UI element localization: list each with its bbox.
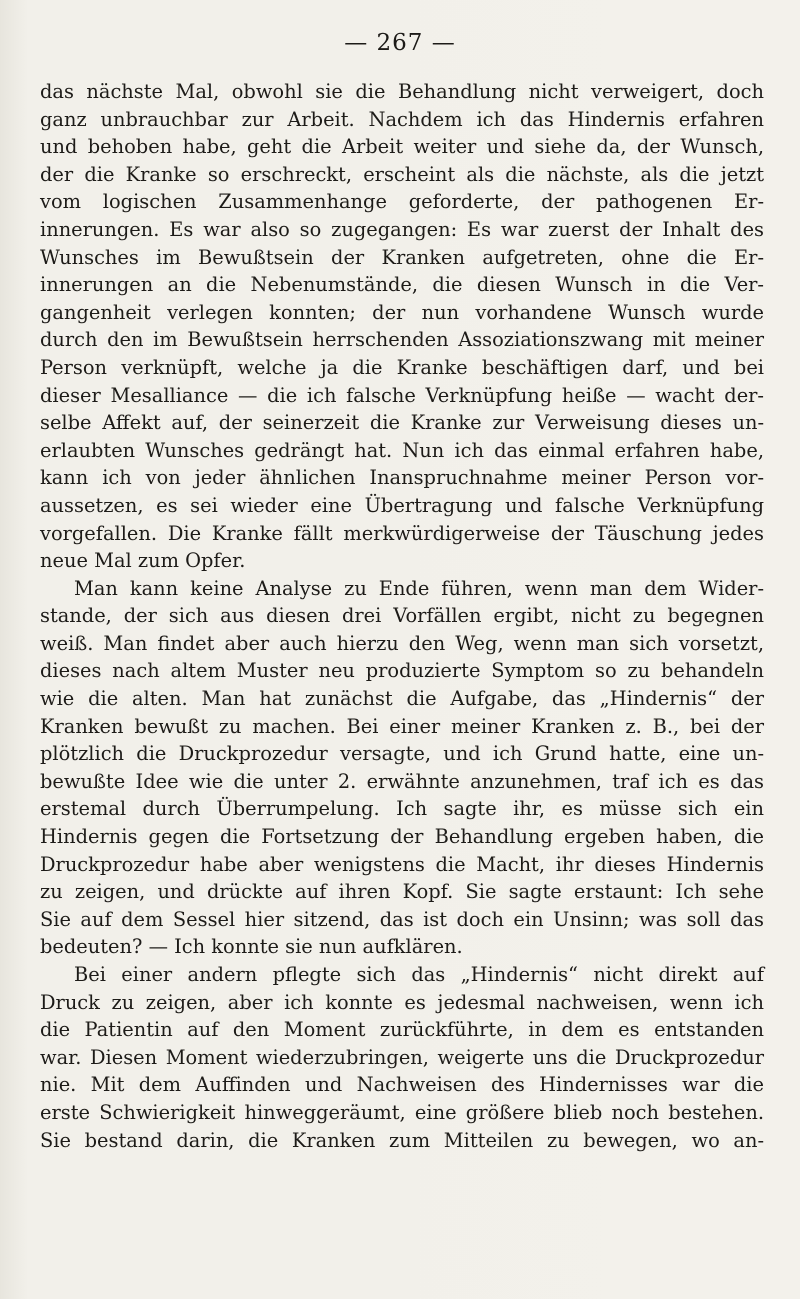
text-line: weiß. Man findet aber auch hierzu den Weg, wenn man sich vorsetzt,	[40, 631, 764, 655]
text-line: ganz unbrauchbar zur Arbeit. Nachdem ich das Hindernis erfahren	[40, 107, 764, 131]
text-line: das nächste Mal, obwohl sie die Behandlung nicht verweigert, doch	[40, 80, 764, 103]
text-line: Kranken bewußt zu machen. Bei einer meiner Kranken z. B., bei der	[40, 714, 764, 738]
body-text	[40, 78, 764, 1154]
text-line: dieser Mesalliance — die ich falsche Verknüpfung heiße — wacht der-	[40, 383, 764, 407]
text-line: der die Kranke so erschreckt, erscheint als die nächste, als die jetzt	[40, 162, 764, 186]
text-line: wie die alten. Man hat zunächst die Aufgabe, das „Hindernis“ der	[40, 687, 764, 711]
text-line: war. Diesen Moment wiederzubringen, weigerte uns die Druckprozedur	[40, 1045, 764, 1069]
text-line: und behoben habe, geht die Arbeit weiter und siehe da, der Wunsch,	[40, 135, 764, 159]
text-line: Druckprozedur habe aber wenigstens die Macht, ihr dieses Hindernis	[40, 852, 764, 876]
text-line: Man kann keine Analyse zu Ende führen, wenn man dem Wider-	[74, 576, 764, 600]
text-line: stande, der sich aus diesen drei Vorfällen ergibt, nicht zu begegnen	[40, 604, 764, 628]
text-line: Sie auf dem Sessel hier sitzend, das ist doch ein Unsinn; was soll das	[40, 907, 764, 931]
page-number: — 267 —	[344, 30, 456, 56]
text-line: die Patientin auf den Moment zurückführte, in dem es entstanden	[40, 1018, 764, 1042]
text-line: durch den im Bewußtsein herrschenden Assoziationszwang mit meiner	[40, 328, 764, 352]
text-line: bedeuten? — Ich konnte sie nun aufklären.	[40, 935, 463, 959]
text-line: bewußte Idee wie die unter 2. erwähnte anzunehmen, traf ich es das	[40, 769, 764, 793]
paragraph	[40, 575, 764, 961]
text-line: Bei einer andern pflegte sich das „Hindernis“ nicht direkt auf	[74, 963, 764, 986]
text-line: plötzlich die Druckprozedur versagte, und ich Grund hatte, eine un-	[40, 742, 764, 766]
text-line: kann ich von jeder ähnlichen Inanspruchnahme meiner Person vor-	[40, 466, 764, 490]
text-line: erste Schwierigkeit hinweggeräumt, eine größere blieb noch bestehen.	[40, 1100, 764, 1124]
text-line: gangenheit verlegen konnten; der nun vorhandene Wunsch wurde	[40, 300, 764, 324]
text-line: innerungen an die Nebenumstände, die diesen Wunsch in die Ver-	[40, 273, 764, 297]
text-line: selbe Affekt auf, der seinerzeit die Kranke zur Verweisung dieses un-	[40, 411, 764, 435]
text-line: aussetzen, es sei wieder eine Übertragung und falsche Verknüpfung	[40, 493, 764, 517]
paragraph	[40, 78, 764, 575]
text-line: innerungen. Es war also so zugegangen: Es war zuerst der Inhalt des	[40, 217, 764, 241]
text-line: erstemal durch Überrumpelung. Ich sagte ihr, es müsse sich ein	[40, 797, 764, 821]
text-line: nie. Mit dem Auffinden und Nachweisen des Hindernisses war die	[40, 1073, 764, 1097]
text-line: zu zeigen, und drückte auf ihren Kopf. Sie sagte erstaunt: Ich sehe	[40, 880, 764, 904]
text-line: erlaubten Wunsches gedrängt hat. Nun ich das einmal erfahren habe,	[40, 438, 764, 462]
text-line: Wunsches im Bewußtsein der Kranken aufgetreten, ohne die Er-	[40, 245, 764, 269]
text-line: dieses nach altem Muster neu produzierte Symptom so zu behandeln	[40, 659, 764, 683]
text-line: vom logischen Zusammenhange geforderte, der pathogenen Er-	[40, 190, 764, 214]
text-line: Druck zu zeigen, aber ich konnte es jedesmal nachweisen, wenn ich	[40, 990, 764, 1014]
text-line: Person verknüpft, welche ja die Kranke beschäftigen darf, und bei	[40, 355, 764, 379]
text-line: Sie bestand darin, die Kranken zum Mitteilen zu bewegen, wo an-	[40, 1128, 764, 1152]
text-line: vorgefallen. Die Kranke fällt merkwürdigerweise der Täuschung jedes	[40, 521, 764, 545]
paragraph	[40, 961, 764, 1154]
text-line: neue Mal zum Opfer.	[40, 549, 246, 573]
text-line: Hindernis gegen die Fortsetzung der Behandlung ergeben haben, die	[40, 825, 764, 849]
